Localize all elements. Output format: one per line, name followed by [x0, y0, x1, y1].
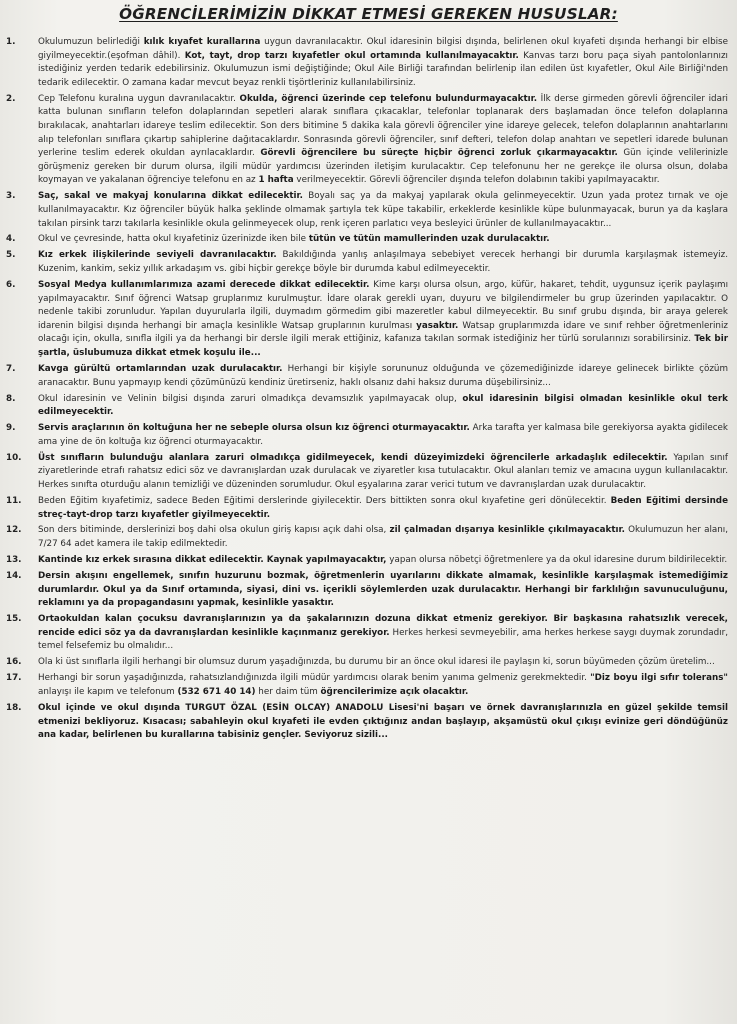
rule-text-segment: verilmeyecektir. Görevli öğrenciler dışında telefon dolabının takibi yapılmayacaktır. [293, 175, 660, 186]
rule-text-segment: Son ders bitiminde, derslerinizi boş dahi olsa okulun giriş kapısı açık dahi olsa, [38, 525, 390, 536]
rule-item [6, 363, 728, 390]
rule-text-emphasis: Bir başkasına rahatsızlık verecek, rencide edici söz ya da davranışlardan kesinlikle kaçınmanız gerekiyor. [38, 614, 728, 638]
rule-text-emphasis: Okul içinde ve okul dışında TURGUT ÖZAL (ESİN OLCAY) ANADOLU Lisesi'ni başarı ve örnek davranışlarınızla en güzel şekilde temsil etmenizi bekliyoruz. Kısacası; sabahleyin okul kıyafeti ile evden çıktığınız andan başlayıp, akşamüstü okul çıkışı evinize geri döndüğünüz ana kadar, belirlenen bu kurallarına tabisiniz gençler. Seviyoruz sizili... [38, 702, 728, 741]
rule-text-segment: Yapılan sınıf ziyaretlerinde etrafı rahatsız edici söz ve davranışlardan uzak durulacak ve ziyaretler kısa tutulacaktır. Okul alanları temiz ve amacına uygun kullanılacaktır. Herkes sınıfta oturduğu alanın temizliği ve düzeninden sorumludur. Okul eşyalarına zarar verici tutum ve davranışlardan uzak durulacaktır. [38, 452, 728, 490]
rule-item [6, 702, 728, 743]
rule-text-segment: Cep Telefonu kuralına uygun davranılacaktır. [38, 93, 240, 104]
rule-number: 8. [6, 393, 16, 404]
rule-text-segment: İlk derse girmeden görevli öğrenciler idari katta bulunan sınıfların telefon dolaplarından sepetleri alarak sınıflara çıkacaklar, telefonlar toplanarak ders başlamadan önce telefon dolaplarına bırakılacak, anahtarları idareye teslim edilecektir. Son ders bitimine 5 dakika kala görevli öğrenciler yine idareye gelecek, telefon dolaplarının anahtarlarını alıp telefonları sınıflara çıkartıp sahiplerine dağıtacaklardır. Sonrasında görevli öğrenciler, sınıf defteri, telefon dolap anahtarı ve sepetleri idarede bulunan yerlerine teslim ederek okuldan ayrılacaklardır. [38, 93, 728, 159]
rule-text [38, 394, 728, 418]
rule-text-segment: Kanvas tarzı boru paça siyah pantolonlarınızı istediğiniz yerden tedarik edebilirsiniz. Okulumuzun ismi değiştiğinde; Okul Aile Birliği tarafından belirlenip ilan edilen üst kıyafetler, Okul Aile Birliği'nden tedarik edilecektir. O zamana kadar mevcut beyaz renkli tişörtleriniz kullanılabilirsiniz. [38, 50, 728, 88]
rule-text-emphasis: zil çalmadan dışarıya kesinlikle çıkılmayacaktır. [389, 525, 625, 536]
rule-text [38, 673, 728, 697]
rule-text-emphasis: Kız erkek ilişkilerinde seviyeli davranılacaktır. [38, 250, 277, 261]
rule-number: 4. [6, 234, 16, 245]
rule-text [38, 614, 728, 651]
rule-item [6, 190, 728, 231]
rule-text-segment: Okul ve çevresinde, hatta okul kıyafetiniz üzerinizde iken bile [38, 234, 309, 245]
rule-text-emphasis: kılık kıyafet kurallarına [143, 37, 261, 47]
rule-text [38, 496, 728, 520]
page-title: ÖĞRENCİLERİMİZİN DİKKAT ETMESİ GEREKEN HUSUSLAR: [119, 5, 618, 23]
rule-item [6, 233, 728, 247]
rule-text [38, 191, 728, 228]
rule-text-segment: Herkes herkesi sevmeyebilir, ama herkes herkese saygı duymak zorundadır, temel felsefemiz bu olmalıdır... [38, 627, 728, 652]
rule-text-emphasis: Sosyal Medya kullanımlarımıza azami derecede dikkat edilecektir. [38, 280, 370, 291]
rule-text-segment: anlayışı ile kapım ve telefonum [38, 686, 178, 697]
rule-text-emphasis: Kot, tayt, drop tarzı kıyafetler okul ortamında kullanılmayacaktır. [184, 50, 519, 61]
rule-text [38, 94, 728, 186]
rule-text [38, 657, 715, 667]
rule-text [38, 364, 728, 388]
rule-item [6, 656, 728, 670]
rule-text-emphasis: 1 hafta [258, 175, 294, 186]
rule-item [6, 36, 728, 90]
rule-number: 9. [6, 423, 16, 434]
rule-item [6, 279, 728, 361]
rule-item [6, 495, 728, 522]
rule-item [6, 554, 728, 568]
rule-number: 16. [6, 657, 22, 668]
rule-text-emphasis: Kavga gürültü ortamlarından uzak durulacaktır. [38, 364, 283, 374]
rule-text-emphasis: Servis araçlarının ön koltuğuna her ne sebeple olursa olsun kız öğrenci oturmayacaktır. [38, 423, 470, 434]
rule-text-segment: Arka tarafta yer kalmasa bile gerekiyorsa ayakta gidilecek ama yine de ön koltuğa kız öğrenci oturmayacaktır. [38, 423, 728, 447]
rule-text [38, 37, 728, 88]
rule-number: 1. [6, 37, 16, 47]
rule-item [6, 452, 728, 493]
rule-text [38, 703, 728, 740]
rule-number: 15. [6, 614, 22, 625]
rule-text-emphasis: Tek bir şartla, üslubumuza dikkat etmek koşulu ile... [38, 334, 729, 359]
rule-number: 12. [6, 525, 22, 536]
rule-number: 11. [6, 495, 22, 506]
rule-number: 13. [6, 555, 22, 566]
rule-text-segment: Herhangi bir kişiyle sorununuz olduğunda ve çözemediğinizde idareye gelinecek birlikte çözüm aranacaktır. Bunu yapmayıp kendi çözümünüzü kendiniz üretirseniz, haklı olsanız dahi haksız duruma düşebilirsiniz... [38, 364, 728, 388]
rule-text-segment: her daim tüm [255, 686, 321, 697]
rule-text [38, 280, 728, 358]
rule-item [6, 393, 728, 420]
rule-text-segment: Herhangi bir sorun yaşadığınızda, rahatsızlandığınızda ilgili müdür yardımcısı olarak benim yanıma gelmeniz gerekmektedir. [38, 673, 591, 684]
rule-number: 10. [6, 452, 22, 463]
rule-text-emphasis: Kantinde kız erkek sırasına dikkat edilecektir. Kaynak yapılmayacaktır, [38, 555, 387, 566]
rule-text-segment: Boyalı saç ya da makyaj yapılarak okula gelinmeyecektir. Uzun yada protez tırnak ve oje kullanılmayacaktır. Kız öğrenciler büyük halka şeklinde olmamak şartıyla tek küpe takabilir, erkeklerde kesinlikle küpe bulunmayacak, burun ya da kaşlara takılan pirsink tarzı takılarla kesinlikle okula gelinmeyecek olup, renk içeren parlatıcı veya besleyici ürünler de kullanılmayacaktır... [38, 191, 728, 229]
rule-number: 7. [6, 364, 16, 374]
rule-text-segment: Okulumuzun belirlediği [38, 37, 144, 47]
rule-text-emphasis: Dersin akışını engellemek, sınıfın huzurunu bozmak, öğretmenlerin uyarılarını dikkate almamak, kesinlikle karşılaşmak istemediğimiz durumlardır. Okul ya da Sınıf ortamında, siyasi, dini vs. içerikli söylemlerden uzak durulacaktır. Herhangi bir farklılığın savunuculuğunu, reklamını ya da propagandasını yapmak, kesinlikle yasaktır. [38, 571, 728, 609]
rule-text-segment: yapan olursa nöbetçi öğretmenlere ya da okul idaresine durum bildirilecektir. [386, 555, 728, 566]
rule-number: 3. [6, 191, 16, 202]
rule-item [6, 613, 728, 654]
rule-text-emphasis: öğrencilerimize açık olacaktır. [320, 686, 469, 697]
rule-number: 2. [6, 93, 16, 104]
rule-text-emphasis: Saç, sakal ve makyaj konularına dikkat edilecektir. [38, 191, 303, 202]
rule-text-segment: uygun davranılacaktır. Okul idaresinin bilgisi dışında, belirlenen okul kıyafeti dışında herhangi bir elbise giyilmeyecektir.(eşofman dâhil). [38, 37, 728, 61]
rule-text [38, 234, 550, 244]
rule-text [38, 571, 728, 608]
rule-item [6, 422, 728, 449]
rule-number: 18. [6, 702, 22, 713]
rule-item [6, 249, 728, 276]
rule-text [38, 453, 728, 490]
rule-item [6, 570, 728, 611]
rule-text [38, 423, 728, 447]
rule-text-emphasis: Beden Eğitimi dersinde streç-tayt-drop tarzı kıyafetler giyilmeyecektir. [38, 495, 728, 520]
rule-number: 14. [6, 571, 22, 582]
rule-number: 6. [6, 280, 16, 291]
rule-text-emphasis: yasaktır. [416, 320, 459, 331]
rule-text-segment: Kime karşı olursa olsun, argo, küfür, hakaret, tehdit, uygunsuz içerik paylaşımı yapılmayacaktır. Sınıf öğrenci Watsap gruplarımız kurulmuştur. İdare olarak gerekli uyarı, duyuru ve bilgilendirmeler bu grup üzerinden yapılacaktır. O nedenle takibi zorunludur. Yapılan duyurularla ilgili, duymadım görmedim gibi mazeretler kabul dilmeyecektir. Bu sınıf grubu dışında, bir araya gelerek idarenin bilgisi dışında herhangi bir amaçla kesinlikle Watsap gruplarının kurulması [38, 280, 728, 331]
rule-text-segment: Watsap gruplarımızda idare ve sınıf rehber öğretmenleriniz olacağı için, okulla, sınıfla ilgili ya da herhangi bir dersle ilgili merak ettiğiniz, kafanıza takılan sormak istediğiniz her türlü sorularınızı sorabilirsiniz. [38, 320, 728, 345]
rule-text-emphasis: Okulda, öğrenci üzerinde cep telefonu bulundurmayacaktır. [239, 93, 538, 104]
rule-text-emphasis: okul idaresinin bilgisi olmadan kesinlikle okul terk edilmeyecektir. [38, 393, 728, 418]
rule-text-emphasis: Ortaokuldan kalan çocuksu davranışlarınızın ya da şakalarınızın dozuna dikkat etmeniz gerekiyor. [38, 614, 554, 625]
rule-text-emphasis: Görevli öğrencilere bu süreçte hiçbir öğrenci zorluk çıkarmayacaktır. [260, 148, 618, 159]
rule-text-segment: Okulumuzun her alanı, 7/27 64 adet kamera ile takip edilmektedir. [38, 525, 728, 550]
rule-text [38, 555, 727, 565]
rule-number: 5. [6, 250, 16, 261]
rule-item [6, 93, 728, 188]
rules-list [6, 36, 728, 745]
rule-text-segment: Okul idaresinin ve Velinin bilgisi dışında zaruri olmadıkça devamsızlık yapılmayacak olup, [38, 393, 463, 404]
rule-item [6, 524, 728, 551]
rule-number: 17. [6, 673, 22, 684]
rule-text-segment: Gün içinde velilerinizle görüşmeniz gereken bir durum olursa, ilgili müdür yardımcısı üzerinden iletişim kurulacaktır. Cep telefonunu her ne gerekçe ile olursa olsun, dolaba koymayan ve yakalanan öğrenciye telefonu en az [38, 148, 729, 186]
rule-text-segment: Beden Eğitim kıyafetimiz, sadece Beden Eğitimi derslerinde giyilecektir. Ders bittikten sonra okul kıyafetine geri dönülecektir. [38, 495, 611, 506]
rule-item [6, 672, 728, 699]
rule-text-emphasis: "Diz boyu ilgi sıfır tolerans" [590, 673, 728, 684]
rule-text-segment: Bakıldığında yanlış anlaşılmaya sebebiyet verecek herhangi bir durumla karşılaşmak istemeyiz. Kuzenim, kankim, sekiz yıllık arkadaşım vs. gibi hiçbir gerekçe böyle bir durumda kabul edilmeyecektir. [38, 250, 728, 275]
rule-text-emphasis: (532 671 40 14) [177, 686, 256, 697]
rule-text [38, 525, 728, 549]
rule-text-emphasis: Üst sınıfların bulunduğu alanlara zaruri olmadıkça gidilmeyecek, kendi düzeyimizdeki öğrencilerle arkadaşlık edilecektir. [38, 452, 668, 463]
rule-text-emphasis: tütün ve tütün mamullerinden uzak durulacaktır. [308, 234, 550, 245]
rule-text-segment: Ola ki üst sınıflarla ilgili herhangi bir olumsuz durum yaşadığınızda, bu durumu bir an önce okul idaresi ile paylaşın ki, sorun büyümeden çözüm üretelim... [38, 657, 715, 668]
rule-text [38, 250, 728, 274]
